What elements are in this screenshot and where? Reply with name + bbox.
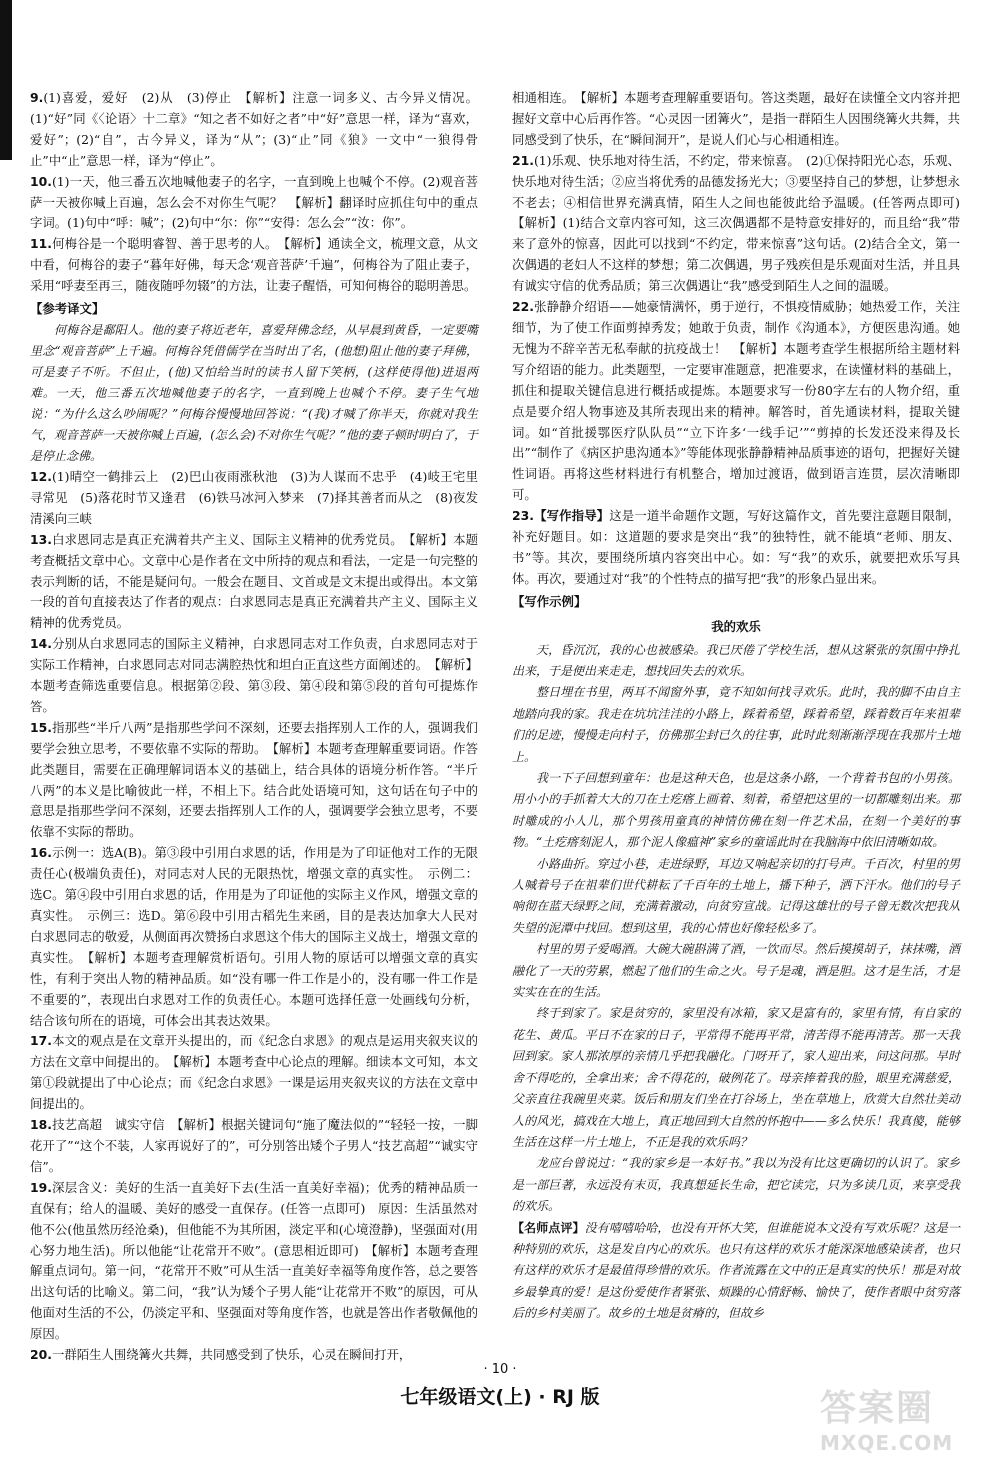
answer-number: 23. bbox=[512, 508, 534, 524]
answer-12 bbox=[30, 467, 478, 530]
answer-22 bbox=[512, 297, 960, 506]
answer-text: 张静静介绍语——她豪情满怀，勇于逆行，不惧疫情威胁；她热爱工作，关注细节，为了使工作面剪掉秀发；她敢于负责，制作《沟通本》，方便医患沟通。她无愧为不辞辛苦无私奉献的抗疫战士！ 【解析】本题考查学生根据所给主题材料写介绍语的能力。此类题型，一定要审准题意，把准要求，在读懂材料的基础上，抓住和提取关键信息进行概括或提炼。本题要求写一份80字左右的人物介绍，重点是要介绍人物事迹及其所表现出来的精神。解答时，首先通读材料，提取关键词。如“首批援鄂医疗队队员”“立下许多‘一线手记’”“剪掉的长发还没来得及长出”“制作了《病区护患沟通本》”等能体现张静静精神品质事迹的语句，把握好关键性词语。再将这些材料进行有机整合，增加过渡语，做到语言连贯，层次清晰即可。 bbox=[512, 299, 960, 503]
essay-title: 我的欢乐 bbox=[711, 618, 761, 634]
watermark-sub: MXQE.COM bbox=[820, 1431, 954, 1455]
reference-translation-text: 何梅谷是鄱阳人。他的妻子将近老年，喜爱拜佛念经，从早晨到黄昏，一定要嘴里念“观音菩萨”上千遍。何梅谷凭借儒学在当时出了名，(他想)阻止他的妻子拜佛，可是妻子不听。不但止，(他)又怕给当时的读书人留下笑柄，(这样使得他)进退两难。一天，他三番五次地喊他妻子的名字，一直到晚上也喊个不停。妻子生气地说：“为什么这么吵闹呢？”何梅谷慢慢地回答说：“(我)才喊了你半天，你就对我生气，观音菩萨一天被你喊上百遍，(怎么会)不对你生气呢？”他的妻子顿时明白了，于是停止念佛。 bbox=[30, 322, 478, 463]
binding-edge-mark bbox=[0, 0, 12, 160]
answer-16 bbox=[30, 843, 478, 1031]
answer-number: 10. bbox=[30, 173, 52, 189]
answer-text: (1)晴空一鹤排云上 (2)巴山夜雨涨秋池 (3)为人谋而不忠乎 (4)岐王宅里寻常见 (5)落花时节又逢君 (6)铁马冰河入梦来 (7)择其善者而从之 (8)夜发清溪向三峡 bbox=[30, 468, 478, 526]
answer-text: 示例一：选A(B)。第③段中引用白求恩的话，作用是为了印证他对工作的无限责任心(极端负责任)，对同志对人民的无限热忱，增强文章的真实性。 示例二：选C。第④段中引用白求恩的话，作用是为了印证他的实际主义作风，增强文章的真实性。 示例三：选D。第⑥段中引用古稻先生来函，目的是表达加拿大人民对白求恩同志的敬爱，从侧面再次赞扬白求恩这个伟大的国际主义战士，增强文章的真实性。 【解析】本题考查理解赏析语句。引用人物的原话可以增强文章的真实性，有利于突出人物的精神品质。如“没有哪一件工作是小的，没有哪一件工作是不重要的”，表现出白求恩对工作的负责任心。本题可选择任意一处画线句分析，结合该句所在的语境，可体会出其表达效果。 bbox=[30, 845, 478, 1028]
essay-paragraph: 终于到家了。家是贫穷的，家里没有冰箱，家又是富有的，家里有情，有自家的花生、黄瓜。平日不在家的日子，平常得不能再平常，清苦得不能再清苦。那一天我回到家。家人那浓厚的亲情几乎把我融化。门呀开了，家人迎出来，问这问那。早时舍不得吃的，全拿出来；舍不得花的，破例花了。母亲捧着我的脸，眼里充满慈爱，父亲直往我碗里夹菜。饭后和朋友们坐在打谷场上，坐在草地上，欣赏大自然壮美动人的风光，搞戏在大地上，真正地回到大自然的怀抱中——多么快乐！我真傻，能够生活在这样一片土地上，不正是我的欢乐吗？ bbox=[512, 1006, 960, 1149]
page-number: · 10 · bbox=[483, 1362, 517, 1377]
essay-paragraph: 整日埋在书里，两耳不闻窗外事，竟不知如何找寻欢乐。此时，我的脚不由自主地踏向我的家。我走在坑坑洼洼的小路上，踩着希望，踩着希望，踩着数百年来祖辈们的足迹，慢慢走向村子，仿佛那尘封已久的往事，此时此刻渐渐浮现在我那片土地上。 bbox=[512, 685, 960, 764]
answer-18 bbox=[30, 1115, 478, 1178]
answer-17 bbox=[30, 1031, 478, 1115]
answer-text: 这是一道半命题作文题，写好这篇作文，首先要注意题目限制，补充好题目。如：这道题的要求是突出“我”的独特性，就不能填“老师、朋友、书”等。其次，要围绕所填内容突出中心。如：写“我”的欢乐，就要把欢乐写具体。再次，要通过对“我”的个性特点的描写把“我”的形象凸显出来。 bbox=[512, 508, 961, 586]
answer-text: 指那些“半斤八两”是指那些学问不深刻，还要去指挥别人工作的人，强调我们要学会独立思考，不要依靠不实际的帮助。 【解析】本题考查理解重要词语。作答此类题目，需要在正确理解词语本义的基础上，结合具体的语境分析作答。“半斤八两”的本义是比喻彼此一样，不相上下。结合此处语境可知，这句话在句子中的意思是指那些学问不深刻，还要去指挥别人工作的人，强调要学会独立思考，不要依靠不实际的帮助。 bbox=[30, 719, 478, 840]
answer-number: 15. bbox=[30, 719, 52, 735]
essay-paragraph: 龙应台曾说过：“我的家乡是一本好书。”我以为没有比这更确切的认识了。家乡是一部巨著，永远没有末页，我真想延长生命，把它读完，只为多读几页，来享受我的欢乐。 bbox=[512, 1156, 960, 1214]
essay-paragraph: 天，昏沉沉，我的心也被感染。我已厌倦了学校生活，想从这紧张的氛围中挣扎出来，于是便出来走走，想找回失去的欢乐。 bbox=[512, 642, 960, 678]
answer-text: 何梅谷是一个聪明睿智、善于思考的人。 【解析】通读全文，梳理文意，从文中看，何梅谷的妻子“暮年好佛，每天念‘观音菩萨’千遍”，何梅谷为了阻止妻子，采用“呼妻至再三，随夜随呼勿辍”的方法，让妻子醒悟，可知何梅谷的聪明善思。 bbox=[30, 236, 478, 294]
reference-translation-label: 【参考译文】 bbox=[30, 301, 105, 317]
answer-text: (1)乐观、快乐地对待生活，不约定，带来惊喜。 (2)①保持阳光心态，乐观、快乐地对待生活；②应当将优秀的品德发扬光大；③要坚持自己的梦想，让梦想永不老去；④相信世界充满真情，陌生人之间也能彼此给予温暖。(任答两点即可) 【解析】(1)结合文章内容可知，这三次偶遇都不是特意安排好的，而且给“我”带来了意外的惊喜，因此可以找到“不约定，带来惊喜”这句话。(2)结合全文，第一次偶遇的老妇人不这样的梦想；第二次偶遇，男子残疾但是乐观面对生活，并且具有诚实守信的优秀品质；第三次偶遇让“我”感受到陌生人之间的温暖。 bbox=[512, 152, 973, 294]
left-column bbox=[30, 88, 478, 1366]
answer-text: 本文的观点是在文章开头提出的，而《纪念白求恩》的观点是运用夹叙夹议的方法在文章中间提出的。 【解析】本题考查中心论点的理解。细读本文可知，本文第①段就提出了中心论点；而《纪念白求恩》一课是运用夹叙夹议的方法在文章中间提出的。 bbox=[30, 1033, 478, 1112]
answer-13 bbox=[30, 530, 478, 635]
answer-number: 22. bbox=[512, 299, 534, 315]
answer-text: 分别从白求恩同志的国际主义精神，白求恩同志对工作负责，白求恩同志对于实际工作精神，白求恩同志对同志满腔热忱和坦白正直这些方面阐述的。 【解析】本题考查筛选重要信息。根据第②段、第③段、第④段和第⑤段的首句可提炼作答。 bbox=[30, 636, 478, 714]
teacher-comment-text: 没有嘻嘻哈哈，也没有开怀大笑，但谁能说本文没有写欢乐呢？这是一种特别的欢乐，这是发自内心的欢乐。也只有这样的欢乐才能深深地感染读者，也只有这样的欢乐才是最值得珍惜的欢乐。作者流露在文中的正是真实的快乐！那是对故乡最挚真的爱！是这份爱使作者紧张、烦躁的心情舒畅、愉快了，使作者眼中贫穷落后的乡村美丽了。故乡的土地是贫瘠的，但故乡 bbox=[512, 1220, 960, 1321]
answer-text: 一群陌生人围绕篝火共舞，共同感受到了快乐，心灵在瞬间打开， bbox=[51, 1347, 412, 1363]
watermark-main: 答案圈 bbox=[820, 1388, 935, 1429]
answer-text: (1)一天，他三番五次地喊他妻子的名字，一直到晚上也喊个不停。(2)观音菩萨一天被你喊上百遍，怎么会不对你生气呢？ 【解析】翻译时应抓住句中的重点字词。(1)句中“呼：喊”；(2)句中“尔：你”“安得：怎么会”“汝：你”。 bbox=[30, 173, 478, 231]
answer-number: 13. bbox=[30, 531, 52, 547]
answer-number: 16. bbox=[30, 845, 52, 861]
essay-paragraph: 小路曲折。穿过小巷，走进绿野，耳边又响起亲切的打号声。千百次，村里的男人喊着号子在祖辈们世代耕耘了千百年的土地上，播下种子，洒下汗水。他们的号子响彻在蓝天绿野之间，充满着激动，向贫穷宣战。记得这雄壮的号子曾无数次把我从失望的泥潭中找回。想到这里，我的心情也好像轻松多了。 bbox=[512, 856, 960, 935]
answer-text: 白求恩同志是真正充满着共产主义、国际主义精神的优秀党员。 【解析】本题考查概括文章中心。文章中心是作者在文中所持的观点和看法，一定是一句完整的表示判断的话，不能是疑问句。一般会在题目、文首或是文末提出或得出。本文第一段的首句直接表达了作者的观点：白求恩同志是真正充满着共产主义、国际主义精神的优秀党员。 bbox=[30, 531, 478, 631]
answer-23 bbox=[512, 506, 960, 590]
answer-text: (1)喜爱，爱好 (2)从 (3)停止 【解析】注意一词多义、古今异义情况。(1)“好”同《〈论语〉十二章》“知之者不如好之者”中“好”意思一样，译为“喜欢，爱好”；(2)“自”，古今异义，译为“从”；(3)“止”同《狼》一文中“一狼得骨止”中“止”意思一样，译为“停止”。 bbox=[30, 90, 478, 168]
book-title: 七年级语文(上) · RJ 版 bbox=[400, 1386, 600, 1408]
essay-paragraph: 我一下子回想到童年：也是这种天色，也是这条小路，一个背着书包的小男孩。用小小的手抓着大大的刀在土疙瘩上画着、刻着，希望把这里的一切都雕刻出来。那时雕成的小人儿，那个男孩用童真的神情仿佛在刻一件艺术品，在刻一个美好的事物。“土疙瘩刻泥人，那个泥人像瘟神”家乡的童谣此时在我脑海中依旧清晰如故。 bbox=[512, 771, 960, 850]
answer-text: 技艺高超 诚实守信 【解析】根据关键词句“施了魔法似的”“轻轻一按，一脚花开了”“这个不装，人家再说好了的”，可分别答出矮个子男人“技艺高超”“诚实守信”。 bbox=[30, 1117, 478, 1174]
answer-number: 20. bbox=[30, 1347, 52, 1363]
right-column bbox=[512, 88, 973, 1325]
writing-guide-label: 【写作指导】 bbox=[533, 508, 610, 524]
answer-21 bbox=[512, 151, 973, 297]
watermark-logo bbox=[820, 1380, 990, 1456]
answer-number: 14. bbox=[30, 636, 52, 652]
teacher-comment-label: 【名师点评】 bbox=[512, 1220, 585, 1235]
answer-number: 11. bbox=[30, 236, 52, 252]
answer-11 bbox=[30, 234, 478, 297]
answer-number: 17. bbox=[30, 1033, 52, 1049]
answer-14 bbox=[30, 634, 478, 718]
teacher-comment bbox=[512, 1218, 960, 1325]
answer-number: 19. bbox=[30, 1179, 52, 1195]
answer-10 bbox=[30, 172, 478, 235]
answer-number: 21. bbox=[512, 152, 534, 168]
answer-20-continued: 相通相连。 【解析】本题考查理解重要语句。答这类题，最好在读懂全文内容并把握好文章中心后再作答。“心灵因一团篝火”，是指一群陌生人因围绕篝火共舞，共同感受到了快乐，在“瞬间洞开”，是说人们心与心相通相连。 bbox=[512, 90, 960, 147]
answer-text: 深层含义：美好的生活一直美好下去(生活一直美好幸福)；优秀的精神品质一直保有；给人的温暖、美好的感受一直保存。(任答一点即可) 原因：生活虽然对他不公(他虽然历经沧桑)，但他能不为其所困，淡定平和(心境澄静)，坚强面对(用心努力地生活)。所以他能“让花常开不败”。(意思相近即可) 【解析】本题考查理解重点词句。第一问，“花常开不败”可从生活一直美好幸福等角度作答，总之要答出这句话的比喻义。第二问，“我”认为矮个子男人能“让花常开不败”的原因，可从他面对生活的不公，仍淡定平和、坚强面对等角度作答，也就是答出作者敬佩他的原因。 bbox=[30, 1179, 478, 1342]
essay-paragraph: 村里的男子爱喝酒。大碗大碗斟满了酒，一饮而尽。然后摸摸胡子，抹抹嘴，酒融化了一天的劳累，燃起了他们的生命之火。号子是魂，酒是胆。这才是生活，才是实实在在的生活。 bbox=[512, 942, 960, 1000]
answer-number: 12. bbox=[30, 468, 52, 484]
answer-number: 9. bbox=[30, 90, 44, 105]
answer-19 bbox=[30, 1178, 478, 1345]
answer-number: 18. bbox=[30, 1117, 52, 1133]
answer-9 bbox=[30, 88, 478, 172]
writing-sample-label: 【写作示例】 bbox=[512, 593, 587, 609]
answer-15 bbox=[30, 718, 478, 843]
